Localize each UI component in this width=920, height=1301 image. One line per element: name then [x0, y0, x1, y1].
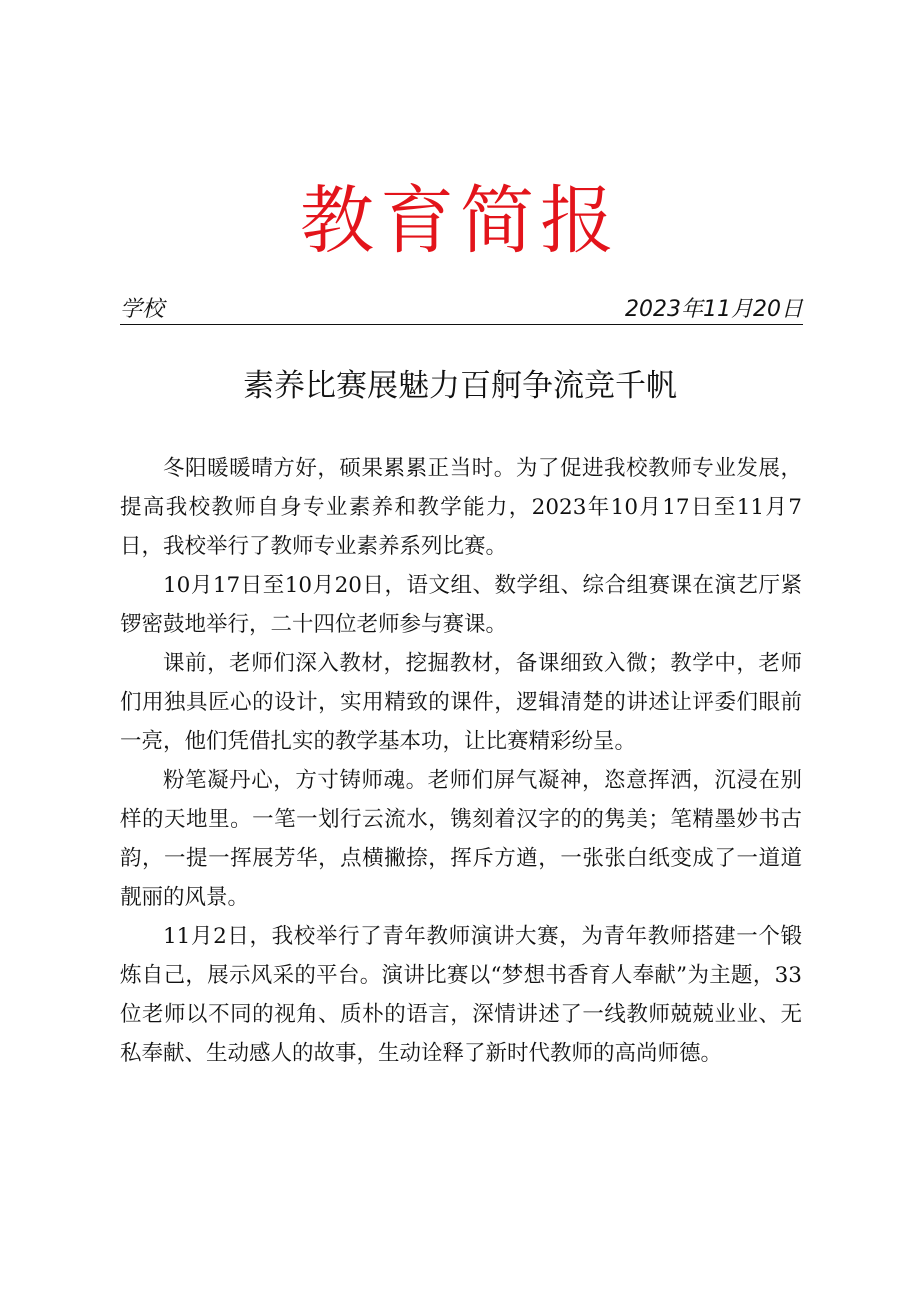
issue-date: 2023年11月20日 [625, 297, 803, 322]
masthead-title: 教育简报 [300, 178, 620, 264]
paragraph: 粉笔凝丹心，方寸铸师魂。老师们屏气凝神，恣意挥洒，沉浸在别样的天地里。一笔一划行云流水，镌刻着汉字的的隽美；笔精墨妙书古韵，一提一挥展芳华，点横撇捺，挥斥方遒，一张张白纸变成了一道道靓丽的风景。 [120, 768, 802, 910]
issue-line [120, 296, 803, 325]
paragraph: 10月17日至10月20日，语文组、数学组、综合组赛课在演艺厅紧锣密鼓地举行，二十四位老师参与赛课。 [120, 573, 802, 637]
paragraph: 课前，老师们深入教材，挖掘教材，备课细致入微；教学中，老师们用独具匠心的设计，实用精致的课件，逻辑清楚的讲述让评委们眼前一亮，他们凭借扎实的教学基本功，让比赛精彩纷呈。 [120, 651, 802, 754]
paragraph: 冬阳暖暖晴方好，硕果累累正当时。为了促进我校教师专业发展，提高我校教师自身专业素养和教学能力，2023年10月17日至11月7日，我校举行了教师专业素养系列比赛。 [120, 456, 802, 559]
article-body [120, 449, 802, 1073]
school-label: 学校 [120, 297, 165, 322]
article-headline: 素养比赛展魅力百舸争流竞千帆 [243, 368, 677, 404]
paragraph: 11月2日，我校举行了青年教师演讲大赛，为青年教师搭建一个锻炼自己，展示风采的平台。演讲比赛以“梦想书香育人奉献”为主题，33位老师以不同的视角、质朴的语言，深情讲述了一线教师兢兢业业、无私奉献、生动感人的故事，生动诠释了新时代教师的高尚师德。 [120, 924, 802, 1066]
